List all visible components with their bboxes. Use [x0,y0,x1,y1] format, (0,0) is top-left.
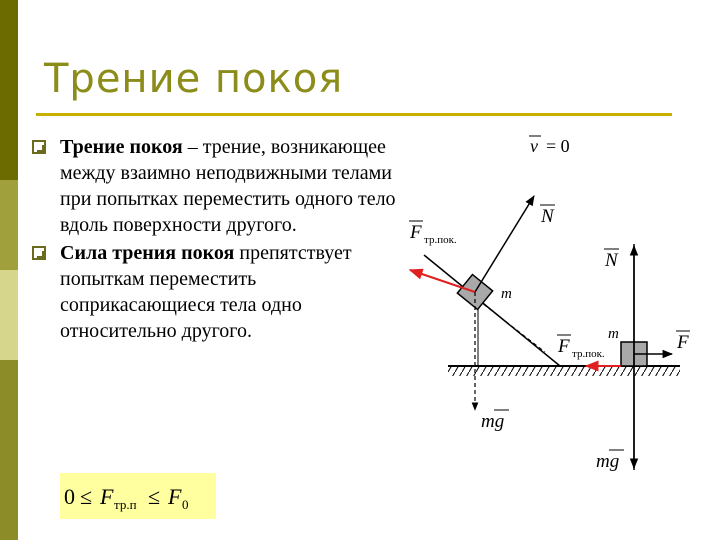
force-symbol: N [541,206,554,227]
force-symbol: F [677,332,689,353]
formula-leq: ≤ [148,484,161,509]
bullet-term: Трение покоя [60,136,183,158]
v-symbol: v [530,136,538,156]
horizontal-gravity-label [596,450,624,472]
formula-F: F [168,484,182,509]
incline-normal-label [540,205,555,227]
force-subscript: тр.пок. [424,234,457,246]
force-symbol: F [558,336,570,357]
force-symbol: N [605,250,618,271]
formula-sub-friction: тр.п [114,497,137,512]
force-symbol: mg [481,411,505,432]
formula-sub-zero: 0 [182,497,189,512]
incline-mass-label: m [501,286,512,302]
slide-title: Трение покоя [44,56,344,102]
horizontal-applied-label [676,331,690,353]
bullet-text: препятствует попыткам переместить соприкасающиеся тела одно относительно другого. [60,242,352,342]
force-symbol: F [410,222,422,243]
v-equals-zero: = 0 [546,136,570,156]
velocity-label [529,136,570,156]
bullet-text: – трение, возникающее между взаимно неподвижными телами при попытках переместить одного тело вдоль поверхности другого. [60,136,396,236]
formula-F: F [100,484,114,509]
incline-gravity-label [481,410,509,432]
horizontal-friction-label [557,335,605,360]
ground-hatch [448,366,680,376]
horizontal-normal-label [604,249,619,271]
normal-force-arrow [475,196,534,292]
bullet-term: Сила трения покоя [60,242,235,264]
formula-leq: ≤ [80,484,93,509]
incline-friction-label [409,221,457,246]
friction-force-arrow [410,270,475,292]
force-subscript: тр.пок. [572,348,605,360]
force-symbol: mg [596,451,620,472]
horizontal-mass-label: m [608,326,619,342]
formula-zero: 0 [64,484,75,509]
